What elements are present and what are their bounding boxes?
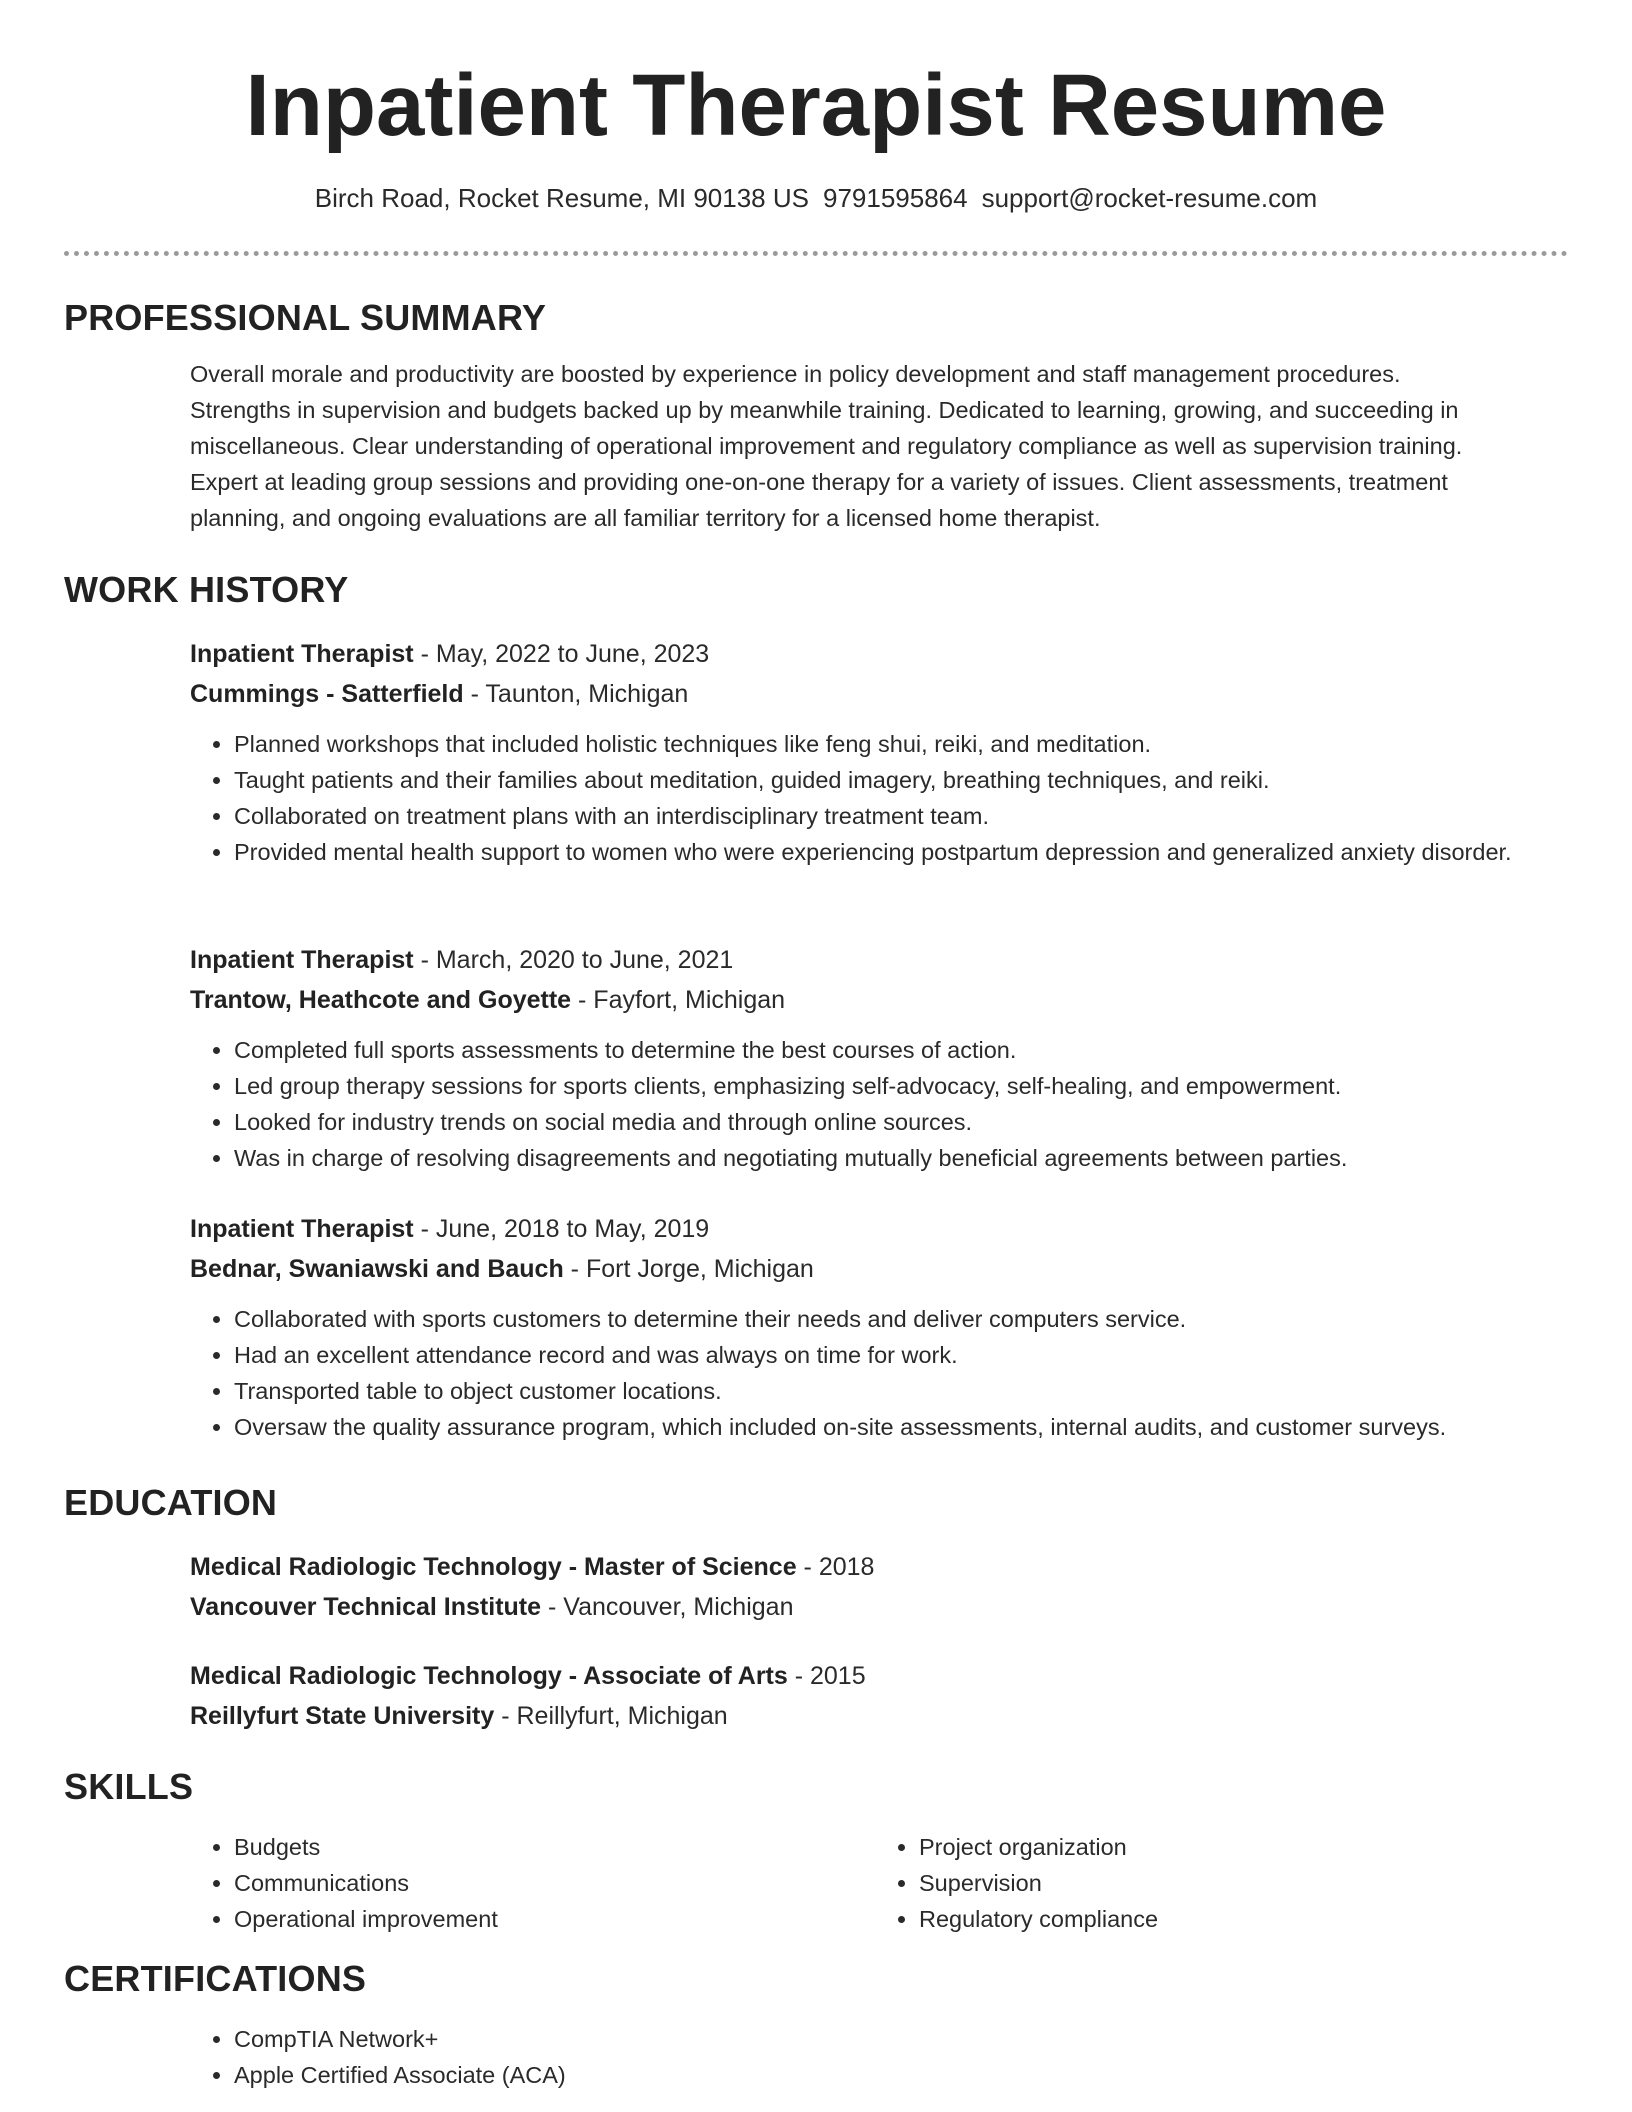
list-item: • Apple Certified Associate (ACA) [234, 2057, 1560, 2093]
job-dates: - May, 2022 to June, 2023 [413, 640, 710, 668]
list-item: • Was in charge of resolving disagreements and negotiating mutually beneficial agreements between parties. [234, 1140, 1560, 1176]
contact-phone: 9791595864 [822, 183, 968, 213]
job-company: Trantow, Heathcote and Goyette [190, 986, 572, 1014]
work-section [64, 568, 1568, 612]
summary-body [190, 356, 1560, 536]
resume-title: Inpatient Therapist Resume [245, 57, 1387, 154]
list-item: • Regulatory compliance [919, 1901, 1560, 1937]
contact-address: Birch Road, Rocket Resume, MI 90138 US [314, 183, 809, 213]
list-item: • Led group therapy sessions for sports clients, emphasizing self-advocacy, self-healing, and empowerment. [234, 1068, 1560, 1104]
list-item: • Planned workshops that included holistic techniques like feng shui, reiki, and meditation. [234, 726, 1560, 762]
skills-column-left [190, 1829, 875, 1937]
job-company: Cummings - Satterfield [190, 680, 464, 708]
list-item: • Transported table to object customer locations. [234, 1373, 1560, 1409]
list-item: • Communications [234, 1865, 875, 1901]
skills-heading: SKILLS [64, 1766, 194, 1807]
job-title-line [190, 1209, 1560, 1249]
education-section [64, 1481, 1568, 1525]
education-school: Vancouver Technical Institute [190, 1593, 542, 1621]
list-item: • Completed full sports assessments to determine the best courses of action. [234, 1032, 1560, 1068]
certifications-heading: CERTIFICATIONS [64, 1958, 367, 1999]
work-heading: WORK HISTORY [64, 569, 349, 610]
contact-line [0, 181, 1632, 215]
education-year: - 2015 [787, 1662, 866, 1690]
list-item: • CompTIA Network+ [234, 2021, 1560, 2057]
job-company-line [190, 980, 1560, 1020]
education-entry [190, 1547, 1560, 1627]
job-title-line [190, 634, 1560, 674]
list-item: • Provided mental health support to women who were experiencing postpartum depression and generalized anxiety disorder. [234, 834, 1560, 870]
list-item: • Collaborated on treatment plans with an interdisciplinary treatment team. [234, 798, 1560, 834]
list-item: • Operational improvement [234, 1901, 875, 1937]
job-bullets [190, 1301, 1560, 1445]
education-location: - Vancouver, Michigan [541, 1593, 794, 1621]
education-location: - Reillyfurt, Michigan [494, 1702, 728, 1730]
education-year: - 2018 [796, 1553, 875, 1581]
list-item: • Supervision [919, 1865, 1560, 1901]
list-item: • Had an excellent attendance record and was always on time for work. [234, 1337, 1560, 1373]
job-role: Inpatient Therapist [190, 1215, 414, 1243]
list-item: • Taught patients and their families about meditation, guided imagery, breathing techniques, and reiki. [234, 762, 1560, 798]
job-location: - Fayfort, Michigan [571, 986, 786, 1014]
certifications-section [64, 1957, 1568, 2001]
list-item: • Looked for industry trends on social media and through online sources. [234, 1104, 1560, 1140]
list-item: • Oversaw the quality assurance program, which included on-site assessments, internal audits, and customer surveys. [234, 1409, 1560, 1445]
header-divider [64, 251, 1568, 256]
job-location: - Fort Jorge, Michigan [563, 1255, 814, 1283]
certifications-list [190, 2021, 1560, 2093]
skills-list [190, 1829, 1560, 1937]
summary-line: planning, and ongoing evaluations are all familiar territory for a licensed home therapist. [190, 505, 1101, 531]
job-bullets [190, 726, 1560, 870]
list-item: • Project organization [919, 1829, 1560, 1865]
summary-line: miscellaneous. Clear understanding of operational improvement and regulatory compliance as well as supervision training. [190, 433, 1463, 459]
education-school-line [190, 1587, 1560, 1627]
job-company-line [190, 674, 1560, 714]
education-entry [190, 1656, 1560, 1736]
job-company-line [190, 1249, 1560, 1289]
contact-email[interactable]: support@rocket-resume.com [981, 183, 1318, 213]
education-heading: EDUCATION [64, 1482, 278, 1523]
education-degree-line [190, 1656, 1560, 1696]
job-entry [190, 634, 1560, 870]
summary-line: Strengths in supervision and budgets backed up by meanwhile training. Dedicated to learning, growing, and succeeding in [190, 397, 1459, 423]
education-school: Reillyfurt State University [190, 1702, 495, 1730]
job-entry [190, 1209, 1560, 1445]
summary-line: Expert at leading group sessions and providing one-on-one therapy for a variety of issues. Client assessments, treatment [190, 469, 1448, 495]
job-dates: - March, 2020 to June, 2021 [413, 946, 734, 974]
list-item: • Collaborated with sports customers to determine their needs and deliver computers service. [234, 1301, 1560, 1337]
summary-line: Overall morale and productivity are boosted by experience in policy development and staff management procedures. [190, 361, 1401, 387]
job-title-line [190, 940, 1560, 980]
education-degree-line [190, 1547, 1560, 1587]
education-degree: Medical Radiologic Technology - Master of Science [190, 1553, 797, 1581]
certifications-bullets [190, 2021, 1560, 2093]
job-dates: - June, 2018 to May, 2019 [413, 1215, 710, 1243]
job-role: Inpatient Therapist [190, 946, 414, 974]
job-company: Bednar, Swaniawski and Bauch [190, 1255, 564, 1283]
job-bullets [190, 1032, 1560, 1176]
education-school-line [190, 1696, 1560, 1736]
job-entry [190, 940, 1560, 1176]
job-role: Inpatient Therapist [190, 640, 414, 668]
job-location: - Taunton, Michigan [463, 680, 689, 708]
skills-section [64, 1765, 1568, 1809]
skills-column-right [875, 1829, 1560, 1937]
education-degree: Medical Radiologic Technology - Associate of Arts [190, 1662, 788, 1690]
summary-heading: PROFESSIONAL SUMMARY [64, 297, 547, 338]
list-item: • Budgets [234, 1829, 875, 1865]
summary-section [64, 296, 1568, 536]
